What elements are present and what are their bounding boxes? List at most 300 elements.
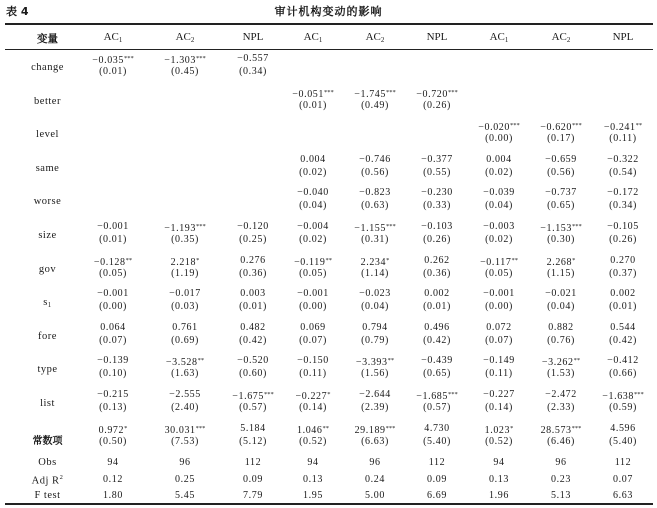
coefficient (530, 322, 592, 334)
standard-error: (0.01) (239, 301, 267, 313)
standard-error: (0.79) (361, 334, 389, 346)
stats-value: 6.63 (613, 490, 633, 502)
coefficient (154, 322, 216, 334)
standard-error: (0.11) (609, 133, 637, 145)
standard-error: (1.63) (171, 368, 199, 380)
standard-error: (0.05) (99, 267, 127, 279)
significance-stars: *** (386, 88, 396, 96)
coefficient-value: −0.128 (93, 256, 126, 268)
coefficient (406, 255, 468, 267)
coefficient (530, 355, 592, 369)
significance-stars: * (572, 256, 576, 264)
row-variable: list (40, 398, 55, 409)
coefficient (406, 87, 468, 101)
header-column-subscript: 2 (380, 36, 385, 44)
standard-error: (0.05) (485, 267, 513, 279)
variable-subscript: 1 (47, 301, 52, 310)
coefficient-value: −0.322 (607, 153, 639, 165)
row-variable: better (34, 95, 61, 107)
stats-value: 0.24 (365, 473, 385, 485)
coefficient (468, 154, 530, 166)
table-row (5, 288, 653, 322)
stats-value: 0.23 (551, 473, 571, 485)
coefficient (406, 288, 468, 300)
coefficient-value: 0.882 (548, 321, 574, 333)
significance-stars: ** (322, 424, 329, 432)
header-column (344, 31, 406, 44)
header-column-label: AC (175, 31, 191, 43)
standard-error: (0.02) (299, 166, 327, 178)
table-caption (0, 0, 657, 22)
standard-error: (0.10) (99, 368, 127, 380)
header-column-label: NPL (242, 31, 264, 43)
table-header (5, 28, 653, 48)
standard-error: (0.11) (299, 368, 327, 380)
coefficient-value: 4.596 (610, 422, 636, 434)
standard-error: (0.35) (171, 234, 199, 245)
coefficient (530, 255, 592, 269)
coefficient-value: −3.528 (165, 357, 198, 369)
coefficient (530, 221, 592, 235)
header-column-subscript: 1 (318, 36, 323, 44)
stats-label (5, 474, 90, 487)
header-column-label: NPL (612, 31, 634, 43)
header-column (282, 31, 344, 44)
coefficient-value: −2.555 (169, 389, 201, 400)
stats-value: 1.95 (303, 490, 323, 502)
standard-error: (0.42) (423, 334, 451, 346)
coefficient (222, 355, 284, 367)
standard-error: (0.76) (547, 334, 575, 346)
standard-error: (0.02) (485, 234, 513, 245)
coefficient-value: −0.001 (297, 288, 329, 300)
row-variable: gov (38, 263, 57, 275)
standard-error: (0.14) (485, 402, 513, 413)
coefficient (592, 255, 654, 267)
coefficient-value: −0.150 (297, 355, 329, 367)
coefficient-value: 0.270 (610, 254, 636, 266)
table-row (5, 87, 653, 121)
coefficient-value: 0.761 (172, 321, 198, 333)
coefficient-value: 0.002 (424, 288, 450, 300)
significance-stars: *** (195, 424, 206, 432)
standard-error: (0.65) (423, 368, 451, 380)
coefficient-value: 4.730 (424, 422, 450, 434)
significance-stars: ** (387, 357, 395, 365)
standard-error: (0.57) (239, 402, 267, 413)
stats-row (5, 473, 653, 490)
significance-stars: * (386, 256, 390, 264)
coefficient-value: −0.120 (237, 221, 269, 232)
stats-value: 6.69 (427, 490, 447, 502)
coefficient-value: −0.105 (607, 221, 639, 232)
standard-error: (0.04) (361, 301, 389, 313)
coefficient-value: −0.040 (297, 187, 329, 199)
standard-error: (0.26) (609, 234, 637, 245)
stats-value: 112 (428, 457, 446, 469)
coefficient (282, 389, 344, 403)
standard-error: (0.34) (609, 200, 637, 212)
coefficient-value: 5.184 (240, 422, 266, 434)
standard-error: (0.33) (423, 200, 451, 212)
coefficient-value: −0.172 (607, 187, 639, 199)
standard-error: (1.15) (547, 267, 575, 279)
stats-value: 96 (369, 457, 381, 469)
coefficient (592, 187, 654, 199)
standard-error: (5.40) (423, 435, 451, 447)
table-row (5, 423, 653, 457)
stats-value: 7.79 (243, 490, 263, 502)
coefficient (468, 423, 530, 437)
coefficient-value: 0.276 (240, 254, 266, 266)
standard-error: (0.04) (485, 200, 513, 212)
standard-error: (0.55) (423, 166, 451, 178)
coefficient (592, 322, 654, 334)
coefficient (344, 389, 406, 401)
standard-error: (0.01) (99, 66, 127, 77)
coefficient (82, 423, 144, 437)
header-column-subscript: 2 (566, 36, 571, 44)
coefficient (154, 221, 216, 235)
stats-value: 94 (493, 457, 505, 469)
standard-error: (0.01) (609, 301, 637, 313)
standard-error: (0.11) (485, 368, 513, 380)
coefficient-value: 0.004 (486, 153, 512, 165)
coefficient-value: 0.072 (486, 321, 512, 333)
coefficient (282, 355, 344, 367)
coefficient (344, 255, 406, 269)
stats-value: 0.12 (103, 473, 123, 485)
coefficient (468, 355, 530, 367)
stats-value: 0.07 (613, 473, 633, 485)
coefficient-value: −0.021 (545, 288, 577, 300)
coefficient-value: −0.149 (483, 355, 515, 367)
coefficient (82, 288, 144, 300)
standard-error: (0.36) (423, 267, 451, 279)
standard-error: (0.05) (299, 267, 327, 279)
standard-error: (1.19) (171, 267, 199, 279)
standard-error: (0.56) (547, 166, 575, 178)
coefficient-value: −3.393 (355, 357, 388, 369)
standard-error: (0.31) (361, 234, 389, 245)
coefficient (282, 154, 344, 166)
coefficient-value: 0.003 (240, 288, 266, 300)
significance-stars: * (327, 391, 331, 398)
stats-label-superscript: 2 (59, 473, 64, 481)
coefficient (530, 120, 592, 134)
table-row (5, 221, 653, 255)
coefficient-value: 29.189 (354, 424, 386, 436)
coefficient-value: −0.119 (294, 256, 326, 268)
coefficient (154, 255, 216, 269)
coefficient (82, 255, 144, 269)
stats-value: 5.13 (551, 490, 571, 502)
coefficient-value: 2.268 (546, 256, 573, 268)
significance-stars: *** (264, 391, 274, 398)
standard-error: (0.01) (423, 301, 451, 313)
standard-error: (7.53) (171, 435, 199, 447)
stats-value: 94 (307, 457, 319, 469)
table-row (5, 255, 653, 289)
standard-error: (0.26) (423, 234, 451, 245)
standard-error: (0.25) (239, 234, 267, 245)
coefficient (406, 187, 468, 199)
bottom-rule (5, 503, 653, 505)
standard-error: (6.63) (361, 435, 389, 447)
coefficient-value: 0.544 (610, 321, 636, 333)
coefficient-value: −0.139 (97, 355, 129, 367)
standard-error: (0.66) (609, 368, 637, 380)
coefficient-value: −0.720 (416, 88, 448, 100)
coefficient (468, 221, 530, 233)
standard-error: (0.07) (99, 334, 127, 346)
coefficient (344, 355, 406, 369)
header-column-label: AC (303, 31, 319, 43)
coefficient-value: −0.823 (359, 187, 391, 199)
coefficient-value: 0.482 (240, 321, 266, 333)
coefficient (406, 389, 468, 403)
coefficient-value: 2.234 (360, 256, 387, 268)
coefficient (530, 423, 592, 437)
significance-stars: *** (196, 55, 206, 62)
table-row (5, 120, 653, 154)
significance-stars: *** (386, 223, 396, 230)
significance-stars: *** (572, 223, 582, 230)
table-row (5, 355, 653, 389)
standard-error: (0.59) (609, 402, 637, 413)
standard-error: (1.53) (547, 368, 575, 380)
standard-error: (0.26) (423, 99, 451, 111)
significance-stars: ** (125, 256, 133, 264)
row-variable: 常数项 (32, 435, 63, 447)
significance-stars: ** (325, 256, 332, 264)
significance-stars: *** (448, 391, 458, 398)
coefficient (344, 87, 406, 101)
header-column (592, 31, 654, 43)
coefficient-value: −0.017 (169, 288, 201, 300)
standard-error: (0.03) (171, 301, 199, 313)
significance-stars: * (196, 256, 200, 264)
stats-value: 96 (179, 457, 191, 469)
coefficient (154, 288, 216, 300)
coefficient-value: 30.031 (164, 424, 196, 436)
coefficient-value: −1.638 (602, 391, 634, 402)
table-body (5, 50, 653, 505)
stats-value: 0.09 (243, 473, 263, 485)
coefficient-value: 1.046 (297, 424, 323, 436)
coefficient (592, 154, 654, 166)
stats-value: 0.25 (175, 473, 195, 485)
standard-error: (5.12) (239, 435, 267, 447)
coefficient (592, 120, 654, 134)
coefficient (222, 255, 284, 267)
coefficient-value: −0.035 (92, 55, 124, 66)
coefficient-value: −0.241 (603, 122, 636, 134)
standard-error: (0.42) (609, 334, 637, 346)
coefficient (154, 53, 216, 67)
significance-stars: *** (124, 55, 134, 62)
top-rule (5, 23, 653, 25)
coefficient-value: −0.117 (480, 256, 512, 268)
row-variable: type (37, 364, 58, 376)
row-variable: size (38, 230, 57, 241)
standard-error: (0.07) (485, 334, 513, 346)
significance-stars: *** (572, 122, 582, 130)
standard-error: (1.14) (361, 267, 389, 279)
coefficient-value: 28.573 (540, 424, 572, 436)
coefficient (406, 355, 468, 367)
table-title: 审计机构变动的影响 (274, 5, 383, 18)
stats-label (5, 457, 90, 468)
row-variable: fore (38, 330, 57, 342)
coefficient (530, 154, 592, 166)
header-column (406, 31, 468, 43)
coefficient-value: −1.153 (540, 223, 572, 234)
coefficient-value: −0.227 (295, 391, 328, 402)
coefficient (282, 221, 344, 233)
header-column (82, 31, 144, 44)
header-column-subscript: 1 (504, 36, 509, 44)
header-column (530, 31, 592, 44)
header-variable: 变量 (37, 33, 58, 45)
standard-error: (0.63) (361, 200, 389, 212)
coefficient (82, 355, 144, 367)
coefficient-value: −0.039 (483, 187, 515, 199)
standard-error: (0.52) (299, 435, 327, 447)
standard-error: (0.54) (609, 166, 637, 178)
significance-stars: ** (573, 357, 581, 365)
stats-label-text: F test (34, 490, 61, 502)
coefficient (282, 322, 344, 334)
significance-stars: *** (510, 122, 520, 130)
standard-error: (0.13) (99, 402, 127, 413)
standard-error: (0.30) (547, 234, 575, 245)
significance-stars: ** (197, 357, 205, 365)
header-column-label: AC (489, 31, 505, 43)
coefficient-value: 0.972 (98, 424, 125, 436)
standard-error: (2.33) (547, 402, 575, 413)
coefficient (406, 423, 468, 435)
coefficient-value: 1.023 (484, 424, 511, 436)
standard-error: (5.40) (609, 435, 637, 447)
coefficient-value: 2.218 (170, 256, 197, 268)
stats-value: 1.96 (489, 490, 509, 502)
standard-error: (0.14) (299, 402, 327, 413)
coefficient-value: −0.620 (540, 122, 572, 134)
coefficient-value: −1.155 (354, 223, 386, 234)
standard-error: (0.42) (239, 334, 267, 346)
standard-error: (0.01) (99, 234, 127, 245)
coefficient-value: −0.557 (237, 53, 269, 64)
stats-row (5, 456, 653, 473)
coefficient (222, 423, 284, 435)
coefficient-value: −0.737 (545, 187, 577, 199)
row-variable (5, 297, 90, 309)
coefficient (344, 221, 406, 235)
variable-base: s (43, 297, 48, 309)
coefficient (82, 53, 144, 67)
coefficient (468, 187, 530, 199)
coefficient-value: −0.023 (359, 288, 391, 300)
coefficient-value: 0.496 (424, 321, 450, 333)
standard-error: (0.04) (299, 200, 327, 212)
significance-stars: *** (385, 424, 396, 432)
coefficient-value: −0.377 (421, 153, 453, 165)
coefficient-value: −2.644 (359, 389, 391, 400)
coefficient (282, 87, 344, 101)
row-variable: worse (33, 196, 62, 208)
standard-error: (0.00) (299, 301, 327, 313)
standard-error: (2.40) (171, 402, 199, 413)
coefficient (530, 288, 592, 300)
stats-label-text: Adj R (31, 475, 60, 487)
coefficient (592, 221, 654, 233)
coefficient-value: 0.004 (300, 153, 326, 165)
coefficient-value: 0.069 (300, 321, 326, 333)
standard-error: (0.49) (361, 99, 389, 111)
header-column-label: AC (365, 31, 381, 43)
standard-error: (0.52) (485, 435, 513, 447)
coefficient-value: −1.303 (164, 55, 196, 66)
standard-error: (1.56) (361, 368, 389, 380)
standard-error: (0.00) (485, 133, 513, 145)
standard-error: (0.02) (299, 234, 327, 245)
standard-error: (0.01) (299, 99, 327, 111)
coefficient (406, 221, 468, 233)
coefficient (222, 389, 284, 403)
stats-label (5, 490, 90, 501)
coefficient (222, 288, 284, 300)
standard-error: (2.39) (361, 402, 389, 413)
coefficient-value: 0.064 (100, 321, 126, 333)
coefficient (468, 255, 530, 269)
table-row (5, 53, 653, 87)
significance-stars: *** (634, 391, 644, 398)
stats-value: 112 (244, 457, 262, 469)
standard-error: (0.57) (423, 402, 451, 413)
coefficient-value: −1.685 (416, 391, 448, 402)
coefficient (282, 288, 344, 300)
coefficient (406, 154, 468, 166)
header-column-label: AC (551, 31, 567, 43)
coefficient-value: −0.020 (478, 122, 510, 134)
coefficient-value: −0.215 (97, 389, 129, 400)
coefficient (344, 154, 406, 166)
coefficient (344, 423, 406, 437)
coefficient (592, 389, 654, 403)
coefficient (406, 322, 468, 334)
coefficient (282, 187, 344, 199)
standard-error: (0.56) (361, 166, 389, 178)
coefficient (344, 187, 406, 199)
coefficient-value: −1.745 (354, 88, 386, 100)
stats-value: 0.09 (427, 473, 447, 485)
coefficient (222, 322, 284, 334)
table-row (5, 322, 653, 356)
row-variable: level (36, 129, 59, 141)
stats-value: 5.45 (175, 490, 195, 502)
stats-value: 112 (614, 457, 632, 469)
coefficient (82, 221, 144, 233)
table-row (5, 389, 653, 423)
header-column (154, 31, 216, 44)
coefficient (222, 53, 284, 65)
coefficient (530, 187, 592, 199)
stats-value: 1.80 (103, 490, 123, 502)
standard-error: (0.00) (485, 301, 513, 313)
coefficient-value: −0.051 (292, 88, 324, 100)
coefficient (592, 288, 654, 300)
